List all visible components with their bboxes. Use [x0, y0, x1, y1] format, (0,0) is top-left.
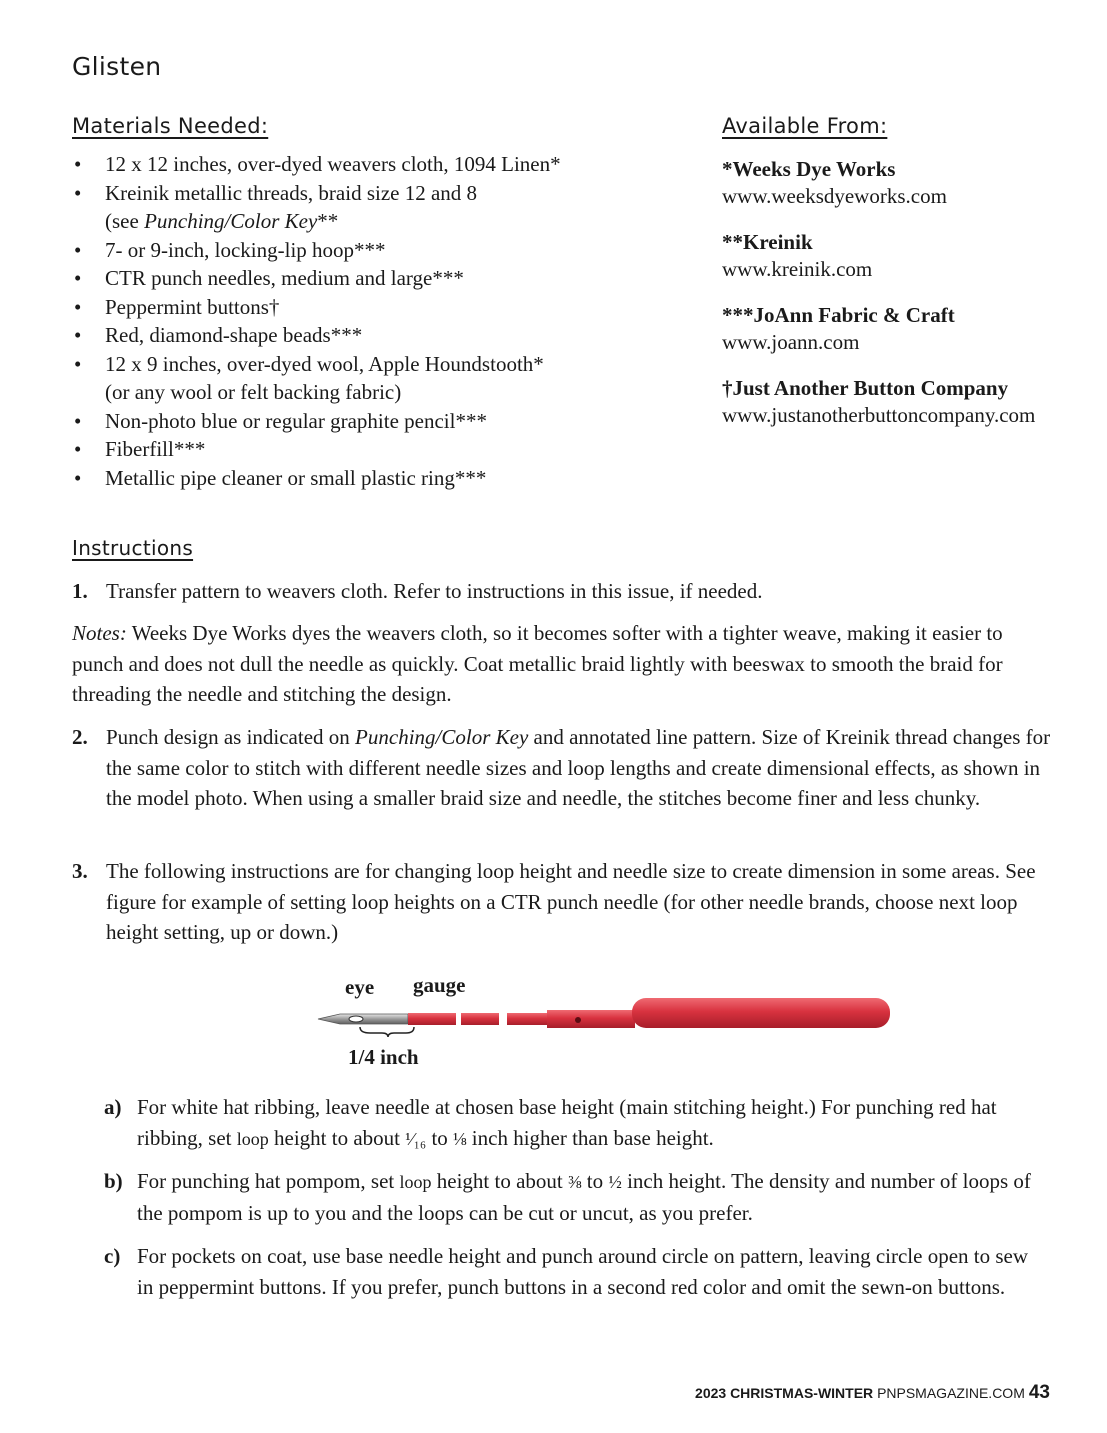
- fraction: ⅜: [567, 1172, 582, 1192]
- text-part: to: [426, 1125, 454, 1150]
- fraction: ½: [608, 1172, 622, 1192]
- material-item: [72, 150, 672, 179]
- loop-word: loop: [236, 1128, 269, 1149]
- text-part: to: [581, 1169, 609, 1193]
- step-1: [72, 576, 1052, 607]
- notes-text: Weeks Dye Works dyes the weavers cloth, so it becomes softer with a tighter weave, making it easier to punch and does not dull the needle as quickly. Coat metallic braid lightly with beeswax to smooth the braid for threading the needle and stitching the design.: [72, 621, 1003, 706]
- notes-label: Notes:: [72, 621, 127, 645]
- substep-text: [104, 1092, 1044, 1154]
- source-name: **Kreinik: [722, 230, 813, 254]
- step-number: 3.: [72, 859, 88, 883]
- notes-paragraph: [72, 618, 1052, 710]
- material-text: Red, diamond-shape beads***: [105, 323, 363, 347]
- text-part: (or any wool or felt backing fabric): [105, 380, 402, 404]
- shaft-screw: [575, 1017, 581, 1023]
- gauge-segment: [408, 1013, 456, 1025]
- source-url[interactable]: www.justanotherbuttoncompany.com: [722, 403, 1036, 427]
- fraction: ¹⁄₁₆: [405, 1128, 427, 1149]
- source-entry: [722, 229, 1092, 283]
- key-reference: Punching/Color Key: [144, 209, 318, 233]
- measure-brace: [360, 1027, 414, 1037]
- text-part: (see: [105, 209, 145, 233]
- source-entry: [722, 156, 1092, 210]
- source-name: *Weeks Dye Works: [722, 157, 896, 181]
- bullet-icon: •: [74, 408, 82, 433]
- instructions-heading: Instructions: [72, 536, 194, 560]
- substep-label: c): [104, 1244, 121, 1268]
- source-url[interactable]: www.joann.com: [722, 330, 860, 354]
- available-from-heading: Available From:: [722, 114, 888, 138]
- needle-eye: [349, 1016, 363, 1022]
- material-text: Fiberfill***: [105, 437, 206, 461]
- text-part: inch higher than base height.: [466, 1125, 714, 1150]
- bullet-icon: •: [74, 180, 82, 205]
- source-name: †Just Another Button Company: [722, 376, 1009, 400]
- material-item: [72, 350, 672, 407]
- source-entry: [722, 375, 1092, 429]
- sources-list: [722, 156, 1092, 448]
- materials-heading: Materials Needed:: [72, 114, 269, 138]
- text-part: For punching hat pompom, set: [137, 1169, 400, 1193]
- material-text: Kreinik metallic threads, braid size 12 and 8: [105, 180, 478, 205]
- needle-shaft: [547, 1010, 635, 1028]
- step-2: [72, 722, 1052, 814]
- substep-a: [104, 1092, 1044, 1154]
- loop-word: loop: [399, 1172, 432, 1192]
- material-text: Metallic pipe cleaner or small plastic ring***: [105, 465, 487, 490]
- material-text-continued: [105, 207, 672, 236]
- page-footer: [695, 1382, 1050, 1404]
- material-text: 12 x 12 inches, over-dyed weavers cloth, 1094 Linen*: [105, 152, 561, 176]
- page-number: 43: [1028, 1382, 1050, 1403]
- step-number: 2.: [72, 725, 88, 749]
- material-item: [72, 464, 672, 493]
- bullet-icon: •: [74, 351, 82, 376]
- text-part: **: [317, 209, 339, 233]
- material-item: [72, 264, 672, 293]
- step-3: [72, 856, 1052, 948]
- step-text-part: and annotated line pattern. Size of Kreinik thread changes for the same color to stitch with different needle sizes and loop lengths and create dimensional effects, as shown in the model photo. When using a smaller braid size and needle, the stitches become finer and less chunky.: [106, 725, 1051, 810]
- fraction: ⅛: [453, 1128, 467, 1149]
- step-text: Transfer pattern to weavers cloth. Refer to instructions in this issue, if needed.: [106, 579, 763, 603]
- bullet-icon: •: [74, 294, 82, 319]
- material-text: Peppermint buttons†: [105, 294, 280, 319]
- material-item: [72, 236, 672, 265]
- page-title: Glisten: [72, 52, 162, 81]
- text-part: height to about: [268, 1125, 406, 1150]
- step-text: [72, 722, 1052, 814]
- bullet-icon: •: [74, 266, 82, 290]
- step-number: 1.: [72, 579, 88, 603]
- magazine-url: PNPSMAGAZINE.COM: [877, 1385, 1025, 1401]
- material-text: CTR punch needles, medium and large***: [105, 266, 464, 290]
- text-part: height to about: [431, 1169, 568, 1193]
- key-reference: Punching/Color Key: [355, 725, 529, 749]
- source-name: ***JoAnn Fabric & Craft: [722, 303, 955, 327]
- material-item: [72, 435, 672, 464]
- source-url[interactable]: www.weeksdyeworks.com: [722, 184, 947, 208]
- material-text: 12 x 9 inches, over-dyed wool, Apple Houndstooth*: [105, 351, 544, 376]
- text-part: inch height. The density and number of loops of the pompom is up to you and the loops can be cut or uncut, as you prefer.: [137, 1169, 1031, 1225]
- text-part: For white hat ribbing, leave needle at chosen base height (main stitching height.) For punching red hat ribbing, set: [137, 1095, 997, 1150]
- substep-c: [104, 1241, 1044, 1302]
- needle-handle: [632, 998, 890, 1028]
- bullet-icon: •: [74, 323, 82, 347]
- substep-label: a): [104, 1095, 122, 1119]
- material-item: [72, 179, 672, 236]
- measure-label: 1/4 inch: [348, 1045, 419, 1069]
- material-item: [72, 407, 672, 436]
- material-item: [72, 321, 672, 350]
- bullet-icon: •: [74, 152, 82, 176]
- substep-label: b): [104, 1169, 123, 1193]
- bullet-icon: •: [74, 237, 82, 262]
- material-text: 7- or 9-inch, locking-lip hoop***: [105, 237, 386, 262]
- step-text: The following instructions are for changing loop height and needle size to create dimension in some areas. See figure for example of setting loop heights on a CTR punch needle (for other needle brands, choose next loop height setting, up or down.): [106, 859, 1036, 944]
- eye-label: eye: [345, 975, 375, 999]
- substep-text: For pockets on coat, use base needle height and punch around circle on pattern, leaving circle open to sew in peppermint buttons. If you prefer, punch buttons in a second red color and omit the sewn-on buttons.: [137, 1244, 1029, 1299]
- substep-b: [104, 1166, 1044, 1228]
- bullet-icon: •: [74, 465, 82, 490]
- material-text-continued: [105, 378, 672, 407]
- substep-text: [104, 1166, 1044, 1228]
- materials-list: [72, 150, 672, 492]
- gauge-label: gauge: [413, 973, 466, 997]
- punch-needle-figure: [310, 965, 910, 1075]
- gauge-segment: [507, 1013, 547, 1025]
- gauge-segment: [461, 1013, 499, 1025]
- source-url[interactable]: www.kreinik.com: [722, 257, 873, 281]
- source-entry: [722, 302, 1092, 356]
- issue-label: 2023 CHRISTMAS-WINTER: [695, 1385, 874, 1401]
- material-text: Non-photo blue or regular graphite pencil***: [105, 408, 487, 433]
- bullet-icon: •: [74, 437, 82, 461]
- material-item: [72, 293, 672, 322]
- step-text-part: Punch design as indicated on: [106, 725, 356, 749]
